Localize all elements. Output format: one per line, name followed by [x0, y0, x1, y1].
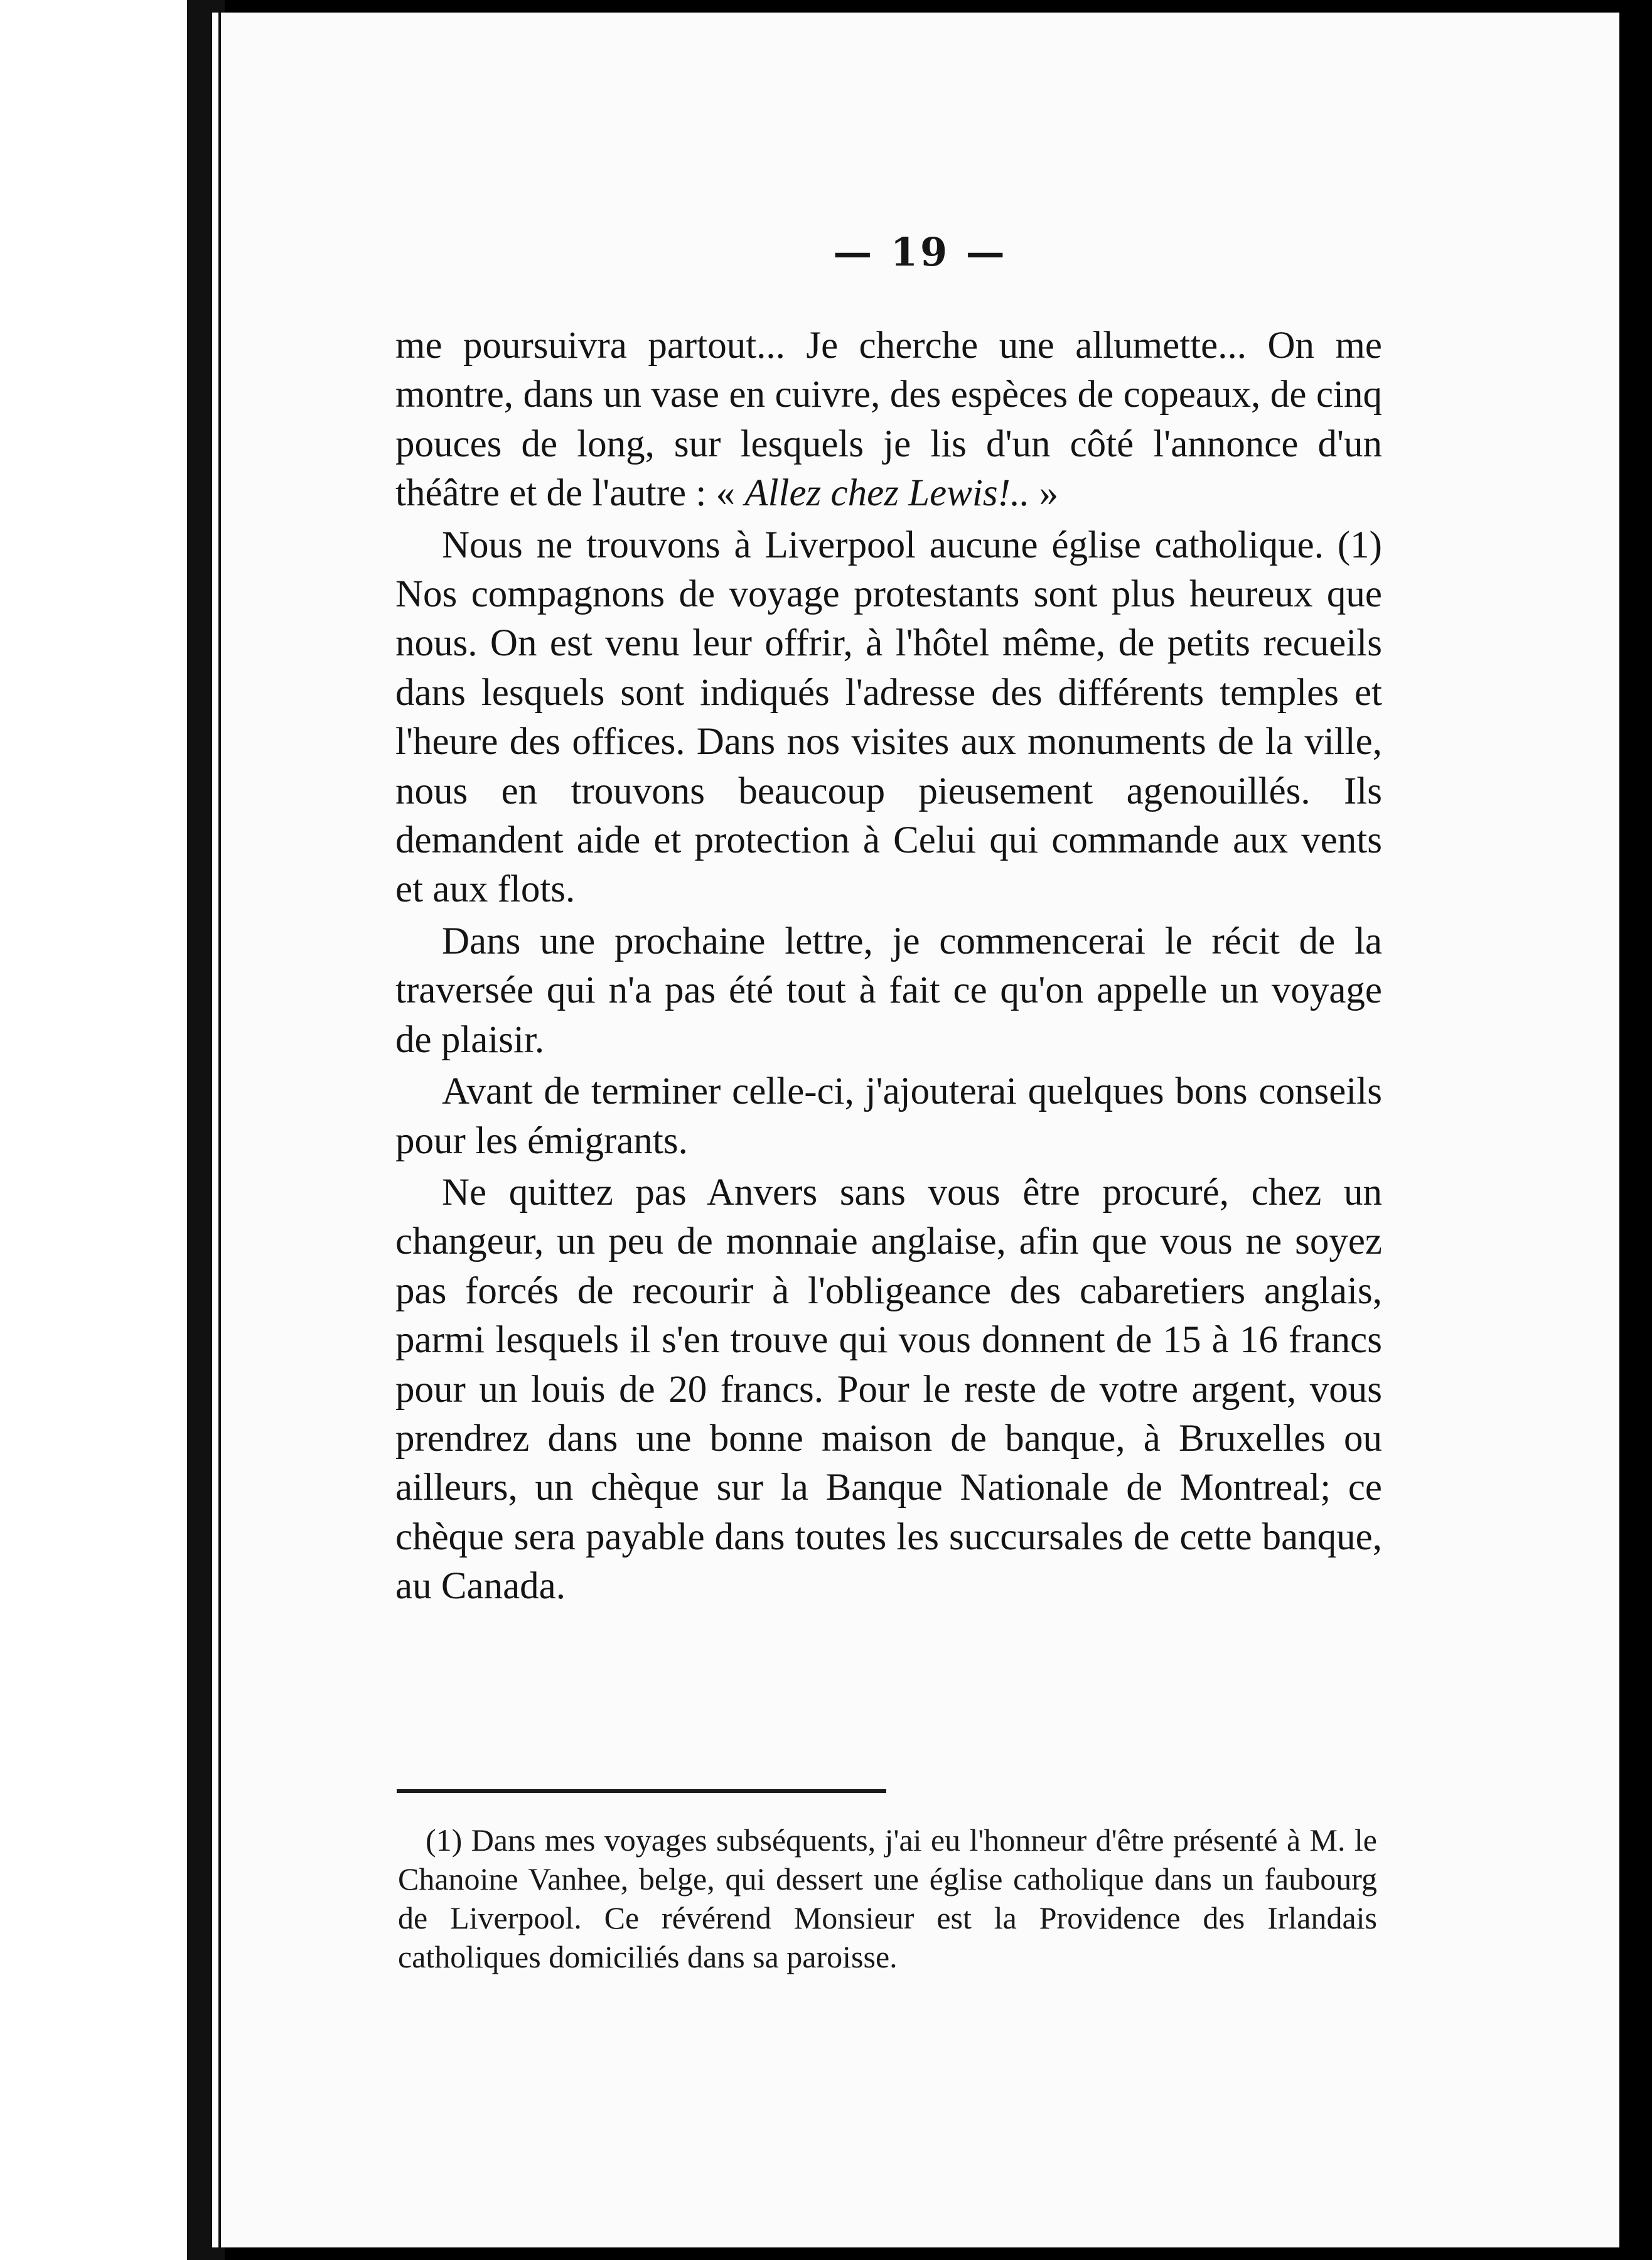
paragraph-text: me poursuivra partout... Je cherche une allumette... On me montre, dans un vase en cuivre, des espèces de copeaux, de cinq pouces de long, sur lesquels je lis d'un côté l'annonce d'un théâtre et de l'autre : «	[395, 325, 1382, 515]
binding-line	[212, 13, 218, 2247]
paragraph: Dans une prochaine lettre, je commencerai le récit de la traversée qui n'a pas été tout à fait ce qu'on appelle un voyage de plaisir.	[395, 920, 1382, 1061]
previous-page-edge	[0, 0, 201, 2260]
footnote-text: (1) Dans mes voyages subséquents, j'ai eu l'honneur d'être présenté à M. le Chanoine Vanhee, belge, qui dessert une église catholique dans un faubourg de Liverpool. Ce révérend Monsieur est la Providence des Irlandais catholiques domiciliés dans sa paroisse.	[398, 1822, 1377, 1974]
binding-shadow	[187, 0, 225, 2260]
paragraph	[395, 321, 1382, 519]
paragraph: Nous ne trouvons à Liverpool aucune église catholique. (1) Nos compagnons de voyage protestants sont plus heureux que nous. On est venu leur offrir, à l'hôtel même, de petits recueils dans lesquels sont indiqués l'adresse des différents temples et l'heure des offices. Dans nos visites aux monuments de la ville, nous en trouvons beaucoup pieusement agenouillés. Ils demandent aide et protection à Celui qui commande aux vents et aux flots.	[395, 524, 1382, 911]
footnote	[398, 1821, 1377, 1976]
closing-quote: »	[1029, 472, 1059, 515]
footnote-divider	[397, 1789, 886, 1793]
paragraph: Ne quittez pas Anvers sans vous être procuré, chez un changeur, un peu de monnaie anglaise, afin que vous ne soyez pas forcés de recourir à l'obligeance des cabaretiers anglais, parmi lesquels il s'en trouve qui vous donnent de 15 à 16 francs pour un louis de 20 francs. Pour le reste de votre argent, vous prendrez dans une bonne maison de banque, à Bruxelles ou ailleurs, un chèque sur la Banque Nationale de Montreal; ce chèque sera payable dans toutes les succursales de cette banque, au Canada.	[395, 1171, 1382, 1608]
book-page	[221, 13, 1619, 2247]
body-text	[395, 321, 1382, 1612]
paragraph: Avant de terminer celle-ci, j'ajouterai quelques bons conseils pour les émigrants.	[395, 1070, 1382, 1162]
page-number: — 19 —	[833, 229, 1007, 275]
italic-quote: Allez chez Lewis!..	[744, 472, 1030, 515]
